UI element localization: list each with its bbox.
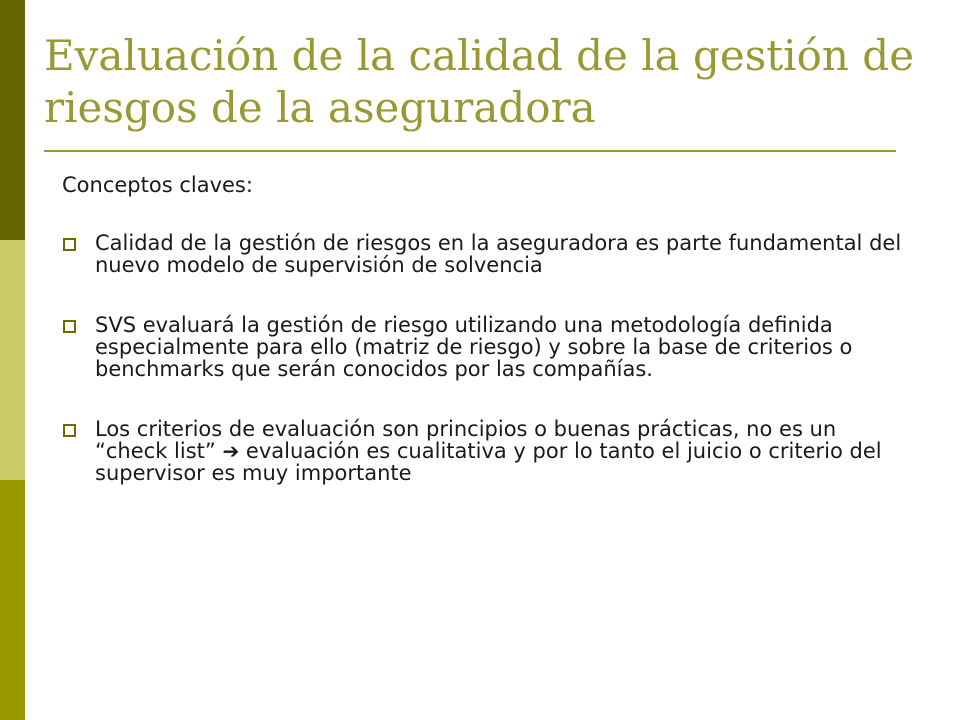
sidebar-band-dark bbox=[0, 0, 25, 240]
bullet-text-after-arrow: evaluación es cualitativa y por lo tanto el juicio o criterio del supervisor es muy importante bbox=[95, 439, 882, 485]
title-underline bbox=[44, 150, 896, 152]
bullet-list bbox=[62, 232, 912, 484]
sidebar-band-light bbox=[0, 240, 25, 480]
bullet-text: SVS evaluará la gestión de riesgo utilizando una metodología definida especialmente para ello (matriz de riesgo) y sobre la base de criterios o benchmarks que serán conocidos por las compañías. bbox=[95, 313, 853, 381]
intro-text: Conceptos claves: bbox=[62, 173, 253, 197]
slide-body bbox=[62, 172, 912, 522]
square-bullet-icon bbox=[63, 424, 76, 437]
list-item bbox=[62, 314, 912, 380]
list-item bbox=[62, 418, 912, 484]
list-item bbox=[62, 232, 912, 276]
right-arrow-icon: ➔ bbox=[222, 439, 240, 463]
bullet-text-before-arrow: Los criterios de evaluación son principios o buenas prácticas, no es un “check list” bbox=[95, 417, 837, 463]
slide-title: Evaluación de la calidad de la gestión de riesgos de la aseguradora bbox=[44, 31, 915, 132]
bullet-text: Calidad de la gestión de riesgos en la aseguradora es parte fundamental del nuevo modelo de supervisión de solvencia bbox=[95, 231, 902, 277]
square-bullet-icon bbox=[63, 320, 76, 333]
square-bullet-icon bbox=[63, 238, 76, 251]
sidebar-band-olive bbox=[0, 480, 25, 720]
